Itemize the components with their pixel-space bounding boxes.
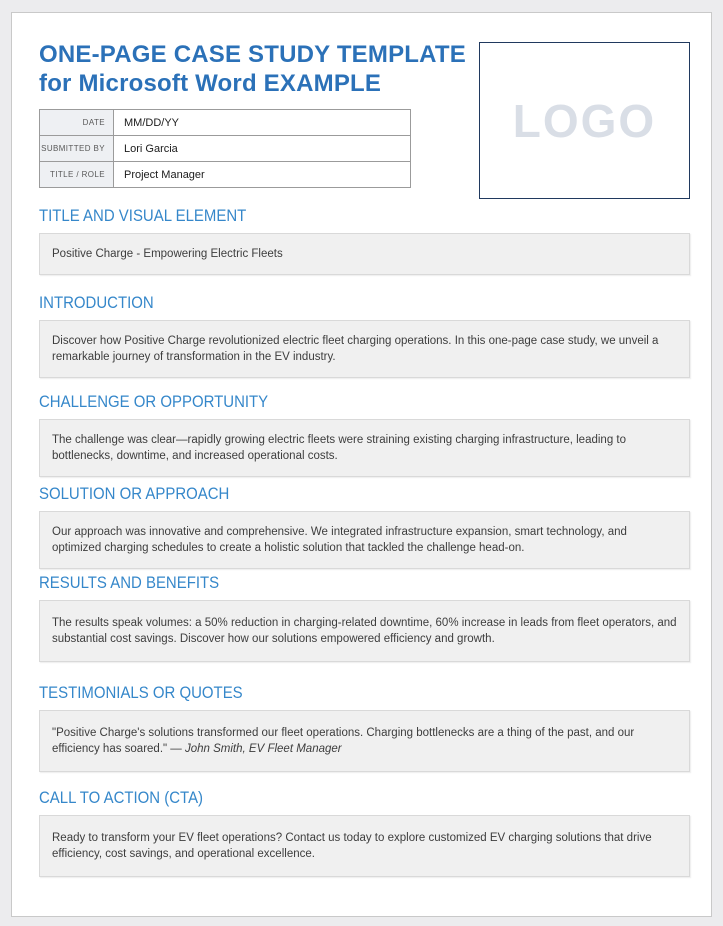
section-heading-text: TITLE AND VISUAL ELEMENT <box>39 206 247 225</box>
meta-value-title-role: Project Manager <box>114 162 411 188</box>
section-challenge-or-opportunity <box>39 392 690 477</box>
section-heading-text: INTRODUCTION <box>39 293 154 312</box>
meta-value-date: MM/DD/YY <box>114 110 411 136</box>
section-heading <box>39 206 690 226</box>
sections-container <box>39 206 690 877</box>
section-body-box: Positive Charge - Empowering Electric Fleets <box>39 233 690 275</box>
section-heading <box>39 392 690 412</box>
section-results-and-benefits <box>39 573 690 662</box>
section-introduction <box>39 293 690 378</box>
meta-label-submitted-by: SUBMITTED BY <box>40 136 114 162</box>
section-heading <box>39 788 690 808</box>
meta-label-title-role: TITLE / ROLE <box>40 162 114 188</box>
table-row <box>40 110 411 136</box>
section-heading <box>39 484 690 504</box>
section-heading <box>39 293 690 313</box>
table-row <box>40 136 411 162</box>
page-title-line2: for Microsoft Word EXAMPLE <box>39 70 382 97</box>
document-header <box>39 40 690 200</box>
section-heading-text: TESTIMONIALS OR QUOTES <box>39 683 243 702</box>
section-heading-text: CHALLENGE OR OPPORTUNITY <box>39 392 269 411</box>
section-heading <box>39 683 690 703</box>
section-heading-text: CALL TO ACTION (CTA) <box>39 788 204 807</box>
section-testimonials-or-quotes <box>39 683 690 772</box>
logo-placeholder-box <box>479 42 690 199</box>
meta-value-submitted-by: Lori Garcia <box>114 136 411 162</box>
page-title <box>39 40 499 98</box>
section-call-to-action <box>39 788 690 877</box>
section-body-box: The challenge was clear—rapidly growing electric fleets were straining existing charging infrastructure, leading to bottlenecks, downtime, and increased operational costs. <box>39 419 690 477</box>
section-solution-or-approach <box>39 484 690 569</box>
meta-label-date: DATE <box>40 110 114 136</box>
section-heading <box>39 573 690 593</box>
logo-placeholder-text: LOGO <box>512 94 657 147</box>
table-row <box>40 162 411 188</box>
section-body-box: Our approach was innovative and comprehensive. We integrated infrastructure expansion, smart technology, and optimized charging schedules to create a holistic solution that tackled the challenge head-on. <box>39 511 690 569</box>
section-heading-text: SOLUTION OR APPROACH <box>39 484 230 503</box>
meta-table <box>39 109 411 188</box>
section-body-box: The results speak volumes: a 50% reduction in charging-related downtime, 60% increase in leads from fleet operators, and substantial cost savings. Discover how our solutions empowered efficiency and growth. <box>39 600 690 662</box>
section-title-and-visual-element <box>39 206 690 275</box>
testimonial-attribution: John Smith, EV Fleet Manager <box>185 743 342 755</box>
page-title-line1: ONE-PAGE CASE STUDY TEMPLATE <box>39 41 466 68</box>
section-heading-text: RESULTS AND BENEFITS <box>39 573 220 592</box>
document-page <box>11 12 712 917</box>
testimonial-quote: "Positive Charge's solutions transformed our fleet operations. Charging bottlenecks are a thing of the past, and our efficiency has soared." — <box>52 727 635 755</box>
section-body-box: Discover how Positive Charge revolutionized electric fleet charging operations. In this one-page case study, we unveil a remarkable journey of transformation in the EV industry. <box>39 320 690 378</box>
section-body-box: Ready to transform your EV fleet operations? Contact us today to explore customized EV charging solutions that drive efficiency, cost savings, and operational excellence. <box>39 815 690 877</box>
section-body-box <box>39 710 690 772</box>
